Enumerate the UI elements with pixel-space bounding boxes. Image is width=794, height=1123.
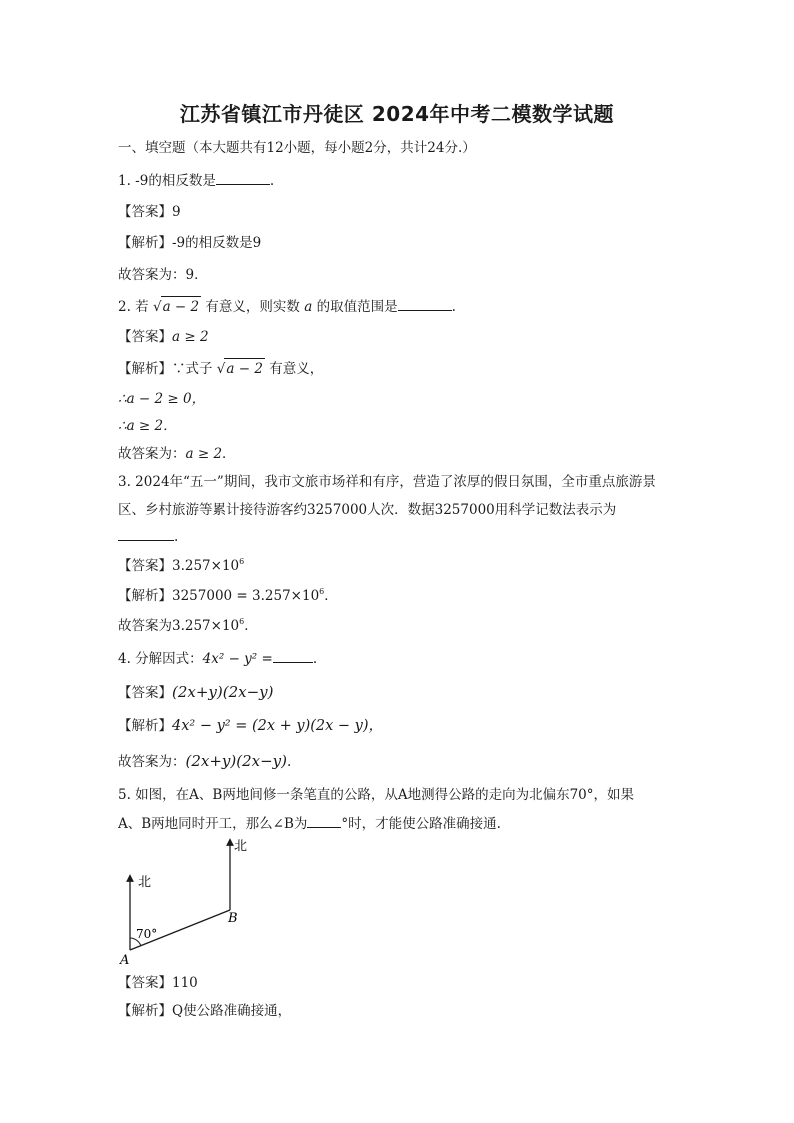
sqrt-icon: √ — [216, 361, 226, 377]
q3-analysis-post: ． — [324, 588, 338, 604]
analysis-label: 【解析】 — [118, 361, 172, 377]
q3-conclusion-exponent: 6 — [239, 617, 245, 626]
q4-analysis-text: 4x² − y² = (2x + y)(2x − y)， — [172, 718, 384, 734]
q1-analysis-text: -9的相反数是9 — [172, 235, 262, 251]
q4-answer-value: (2x+y)(2x−y) — [172, 683, 274, 701]
q4-question-text: 4. 分解因式： — [118, 651, 203, 667]
q5-answer-value: 110 — [172, 975, 198, 991]
q3-line1: 3. 2024年“五一”期间，我市文旅市场祥和有序，营造了浓厚的假日氛围，全市重点旅游景 — [118, 474, 656, 490]
point-a-label: A — [120, 953, 130, 966]
q4-answer-blank — [273, 648, 313, 663]
q2-conclusion-post: ． — [222, 446, 236, 462]
q4-answer — [118, 682, 688, 703]
q3-analysis — [118, 586, 688, 606]
q4-question-end: . — [312, 651, 318, 667]
q5-line1: 5. 如图，在A、B两地间修一条笔直的公路，从A地测得公路的走向为北偏东70°，如果 — [118, 787, 635, 803]
q3-answer — [118, 556, 688, 576]
q2-question-post: 的取值范围是 — [316, 299, 398, 315]
q3-conclusion-post: ． — [244, 618, 258, 634]
q4-conclusion — [118, 751, 688, 772]
q4-conclusion-pre: 故答案为： — [118, 754, 186, 770]
q5-analysis — [118, 1001, 688, 1021]
answer-label: 【答案】 — [118, 329, 172, 345]
q2-number: 2. 若 — [118, 299, 149, 315]
q3-analysis-text: 3257000 = 3.257×10 — [172, 588, 320, 604]
answer-label: 【答案】 — [118, 558, 172, 574]
point-b-label: B — [228, 911, 238, 926]
analysis-label: 【解析】 — [118, 718, 172, 734]
q2-radicand: a − 2 — [161, 296, 202, 317]
analysis-label: 【解析】 — [118, 235, 172, 251]
q4-conclusion-value: (2x+y)(2x−y) — [185, 752, 287, 770]
q1-answer-blank — [216, 170, 270, 185]
q2-conclusion-value: a ≥ 2 — [185, 446, 223, 462]
q3-answer-base: 3.257×10 — [172, 558, 240, 574]
q1-analysis — [118, 233, 688, 253]
q4-conclusion-post: . — [287, 754, 292, 770]
q1-answer-value: 9 — [172, 204, 181, 220]
analysis-label: 【解析】 — [118, 588, 172, 604]
north-label-a: 北 — [138, 875, 152, 890]
north-bearing-figure — [118, 836, 258, 966]
q5-answer-blank — [307, 813, 341, 828]
q2-question-mid: 有意义，则实数 — [205, 299, 300, 315]
q2-analysis-post: 有意义， — [269, 361, 324, 377]
north-label-b: 北 — [234, 839, 248, 854]
q2-analysis-pre: ∵式子 — [172, 361, 213, 377]
q2-answer — [118, 327, 688, 347]
q5-line2 — [118, 813, 688, 834]
q3-answer-exponent: 6 — [239, 557, 245, 566]
q2-conclusion — [118, 444, 688, 464]
answer-label: 【答案】 — [118, 975, 172, 991]
q5-line2-post: °时，才能使公路准确接通. — [341, 816, 501, 832]
q4-question — [118, 648, 688, 669]
q3-question-end: . — [174, 529, 179, 545]
q1-question-text: 1. -9的相反数是 — [118, 173, 216, 189]
q3-conclusion-text: 故答案为3.257×10 — [118, 618, 240, 634]
q2-analysis-radicand: a − 2 — [224, 358, 265, 379]
angle-label: 70° — [136, 927, 158, 941]
q4-expression: 4x² − y² = — [202, 651, 273, 667]
q3-analysis-exponent: 6 — [319, 587, 325, 596]
q2-step1: ∴a − 2 ≥ 0， — [118, 391, 206, 407]
q2-analysis — [118, 358, 688, 379]
q5-line2-pre: A、B两地同时开工，那么∠B为 — [118, 816, 308, 832]
q3-conclusion — [118, 616, 688, 636]
q2-answer-value: a ≥ 2 — [172, 329, 209, 345]
q2-conclusion-pre: 故答案为： — [118, 446, 186, 462]
q4-analysis — [118, 716, 688, 736]
q2-question — [118, 296, 688, 317]
q3-answer-blank — [118, 526, 174, 541]
q1-conclusion: 故答案为：9． — [118, 267, 208, 283]
page-title: 江苏省镇江市丹徒区 2024年中考二模数学试题 — [179, 102, 615, 126]
q2-question-end: . — [451, 299, 456, 315]
q5-answer — [118, 973, 688, 993]
q2-answer-blank — [398, 296, 452, 311]
section-heading: 一、填空题（本大题共有12小题，每小题2分，共计24分.） — [118, 140, 476, 156]
q3-line2: 区、乡村旅游等累计接待游客约3257000人次．数据3257000用科学记数法表示为 — [118, 502, 617, 518]
q1-question-end: . — [269, 173, 275, 189]
answer-label: 【答案】 — [118, 204, 172, 220]
q1-question — [118, 170, 688, 191]
q1-answer — [118, 202, 688, 222]
sqrt-icon: √ — [152, 299, 162, 315]
q5-analysis-text: Q使公路准确接通， — [172, 1003, 292, 1019]
analysis-label: 【解析】 — [118, 1003, 172, 1019]
q3-line3 — [118, 526, 688, 547]
q2-variable: a — [304, 299, 313, 315]
answer-label: 【答案】 — [118, 685, 172, 701]
q2-step2: ∴a ≥ 2． — [118, 418, 177, 434]
